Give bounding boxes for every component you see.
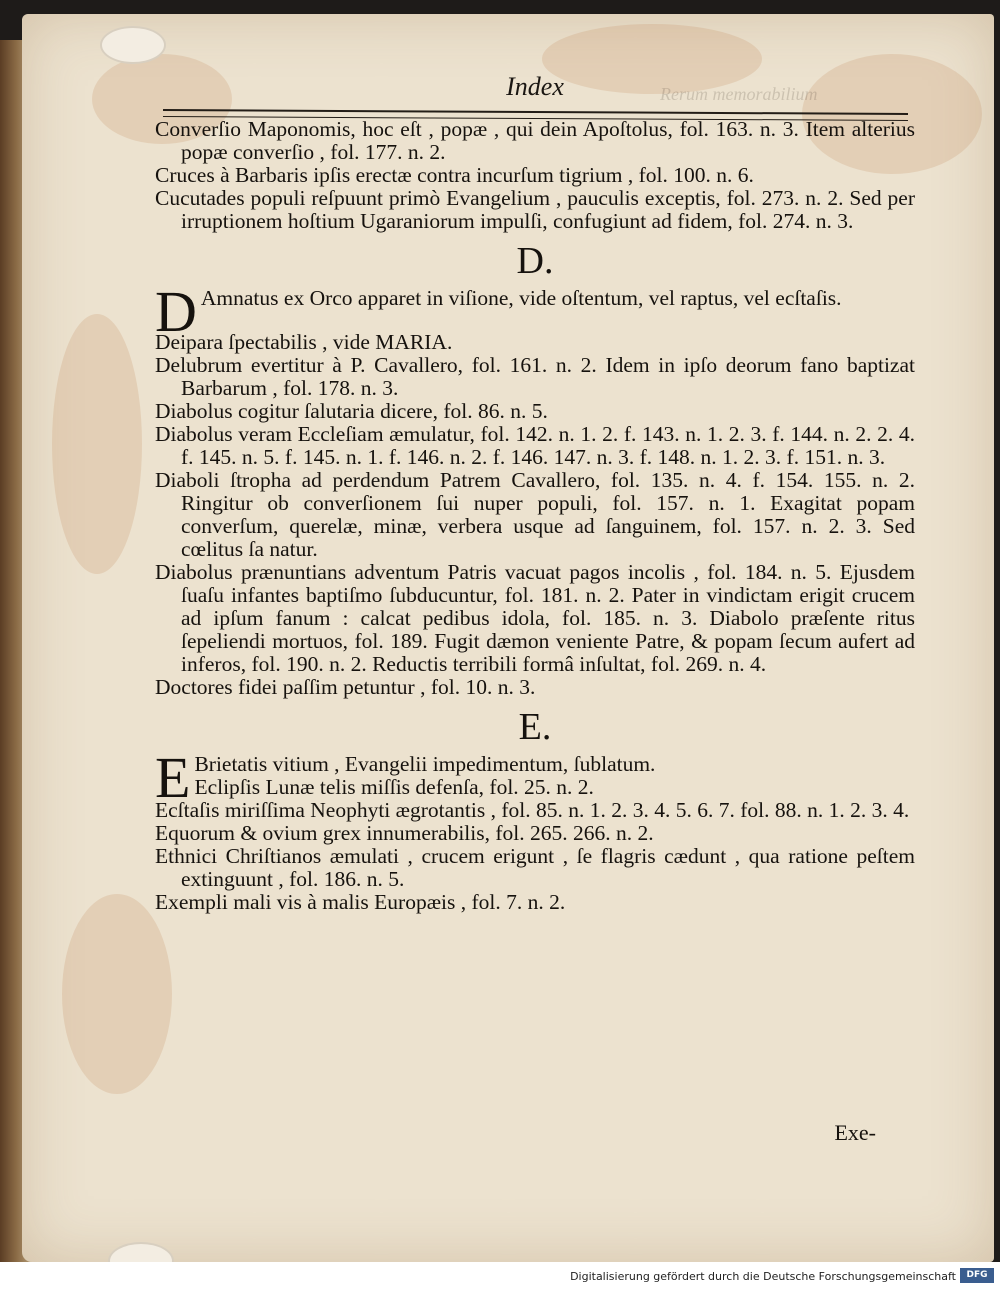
footer-credit: Digitalisierung gefördert durch die Deutsche Forschungsgemeinschaft [570,1270,956,1283]
index-entry: Cucutades populi reſpuunt primò Evangelium , pauculis exceptis, fol. 273. n. 2. Sed per irruptionem hoſtium Ugaraniorum impulſi, confugiunt ad fidem, fol. 274. n. 3. [155,186,915,233]
paper-stain [62,894,172,1094]
index-entry: Equorum & ovium grex innumerabilis, fol. 265. 266. n. 2. [155,821,654,845]
paper-stain [52,314,142,574]
entry-text: Eclipſis Lunæ telis miſſis defenſa, fol. 25. n. 2. [194,775,594,799]
catchword: Exe- [834,1120,876,1145]
section-letter-e: E. [518,706,552,748]
index-entry: Ethnici Chriſtianos æmulati , crucem erigunt , ſe flagris cædunt , qua ratione peſtem extinguunt , fol. 186. n. 5. [155,844,915,891]
index-entry: Diabolus prænuntians adventum Patris vacuat pagos incolis , fol. 184. n. 5. Ejusdem ſuaſu infantes baptiſmo ſubducuntur, fol. 181. n. 2. Pater in vindictam erigit crucem ad ipſum fanum : calcat pedibus idola, fol. 185. n. 3. Diabolo præſente ritus ſepeliendi mortuos, fol. 189. Fugit dæmon veniente Patre, & popam ſecum aufert ad inferos, fol. 190. n. 2. Reductis terribili formâ inſultat, fol. 269. n. 4. [155,560,915,676]
index-entry: Diaboli ſtropha ad perdendum Patrem Cavallero, fol. 135. n. 4. f. 154. 155. n. 2. Ringitur ob converſionem ſui nuper populi, fol. 157. n. 1. Exagitat popam converſum, querelæ, minæ, verbera usque ad ſanguinem, fol. 157. n. 2. 3. Sed cœlitus ſa natur. [155,468,915,561]
index-body [155,118,915,914]
page-hole [100,26,166,64]
index-entry: Diabolus cogitur ſalutaria dicere, fol. 86. n. 5. [155,399,548,423]
section-letter-d: D. [516,240,554,282]
index-entry: Doctores fidei paſſim petuntur , fol. 10. n. 3. [155,675,536,699]
index-entry: Cruces à Barbaris ipſis erectæ contra incurſum tigrium , fol. 100. n. 6. [155,163,754,187]
entry-text: Amnatus ex Orco apparet in viſione, vide oſtentum, vel raptus, vel ecſtaſis. [200,286,842,310]
digitization-footer [0,1262,1000,1289]
index-entry: Ecſtaſis miriſſima Neophyti ægrotantis , fol. 85. n. 1. 2. 3. 4. 5. 6. 7. fol. 88. n. 1. 2. 3. 4. [155,798,910,822]
index-entry: Deipara ſpectabilis , vide MARIA. [155,330,453,354]
bleed-through-text: Rerum memorabilium [660,84,818,104]
drop-cap-d: D [155,279,197,344]
drop-cap-e: E [155,745,191,810]
index-entry: Delubrum evertitur à P. Cavallero, fol. 161. n. 2. Idem in ipſo deorum fano baptizat Barbarum , fol. 178. n. 3. [155,353,915,400]
dfg-logo[interactable]: DFG [960,1268,994,1283]
index-entry: Converſio Maponomis, hoc eſt , popæ , qui dein Apoſtolus, fol. 163. n. 3. Item alterius popæ converſio , fol. 177. n. 2. [155,117,915,164]
entry-text: Brietatis vitium , Evangelii impedimentum, ſublatum. [194,752,656,776]
index-entry: Diabolus veram Eccleſiam æmulatur, fol. 142. n. 1. 2. f. 143. n. 1. 2. 3. f. 144. n. 2. 2. 4. f. 145. n. 5. f. 145. n. 1. f. 146. n. 2. f. 146. 147. n. 3. f. 148. n. 1. 2. 3. f. 151. n. 3. [155,422,915,469]
running-header: Index [506,72,564,101]
index-entry: Exempli mali vis à malis Europæis , fol. 7. n. 2. [155,890,566,914]
